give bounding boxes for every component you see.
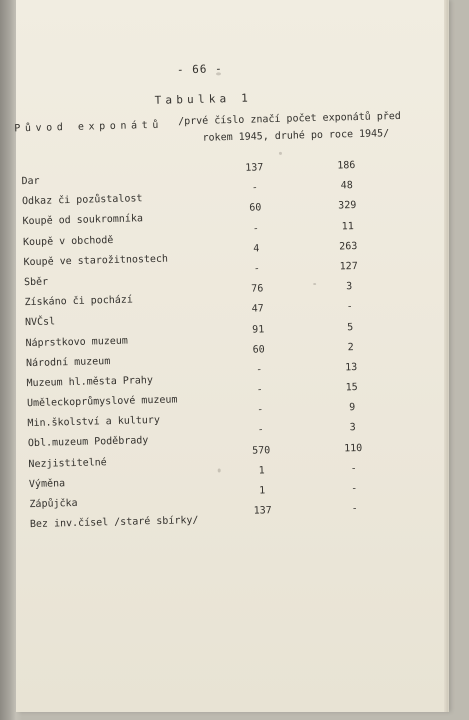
note-line-1: /prvé číslo značí počet exponátů před <box>178 110 401 128</box>
count-before-1945: 4 <box>253 243 260 255</box>
ink-speck <box>313 283 316 285</box>
count-after-1945: 186 <box>337 160 356 172</box>
count-before-1945: 570 <box>252 444 271 457</box>
count-after-1945: 11 <box>341 220 354 232</box>
row-label: Náprstkovo muzeum <box>25 335 128 349</box>
row-label: Muzeum hl.města Prahy <box>26 374 154 389</box>
row-label: Sběr <box>23 276 49 289</box>
row-label: Koupě ve starožitnostech <box>23 253 169 268</box>
count-before-1945: - <box>253 263 260 275</box>
row-label: Odkaz či pozůstalost <box>21 193 143 208</box>
row-label: Obl.muzeum Poděbrady <box>27 435 149 450</box>
count-before-1945: - <box>251 182 258 194</box>
count-before-1945: - <box>252 222 259 235</box>
count-after-1945: 2 <box>347 341 354 353</box>
page-number: - 66 - <box>176 62 223 77</box>
paper-page <box>16 0 448 712</box>
row-label: Koupě od soukromníka <box>22 213 144 228</box>
count-before-1945: 91 <box>252 323 265 336</box>
count-before-1945: 1 <box>259 485 266 497</box>
count-before-1945: 60 <box>252 343 265 356</box>
count-before-1945: 137 <box>253 505 272 517</box>
count-after-1945: 9 <box>349 402 356 414</box>
row-label: Koupě v obchodě <box>22 234 114 248</box>
count-after-1945: 13 <box>345 361 358 374</box>
count-before-1945: 47 <box>251 303 264 315</box>
row-label: Národní muzeum <box>25 355 111 369</box>
count-after-1945: 5 <box>347 321 354 333</box>
count-before-1945: - <box>256 384 263 396</box>
count-after-1945: - <box>351 483 358 495</box>
row-label: NVČsl <box>24 316 56 329</box>
count-before-1945: 60 <box>249 202 262 215</box>
count-after-1945: - <box>351 503 358 515</box>
ink-speck <box>279 152 282 155</box>
row-label: Výměna <box>28 478 66 490</box>
table-note <box>178 108 402 147</box>
count-after-1945: 329 <box>338 200 357 212</box>
count-before-1945: 137 <box>245 162 264 174</box>
count-after-1945: 15 <box>345 382 358 394</box>
row-label: Nezjistitelné <box>28 456 107 470</box>
count-before-1945: - <box>257 424 264 436</box>
table-heading: Původ exponátů <box>14 119 164 135</box>
count-after-1945: 48 <box>340 180 353 192</box>
count-before-1945: - <box>256 364 263 376</box>
row-label: Zápůjčka <box>29 497 78 511</box>
row-label: Získáno či pochází <box>24 294 134 309</box>
count-after-1945: 263 <box>339 240 358 253</box>
count-after-1945: 127 <box>339 260 358 273</box>
table-title: Tabulka 1 <box>154 91 253 107</box>
count-before-1945: 76 <box>251 283 264 295</box>
row-label: Bez inv.čísel /staré sbírky/ <box>29 515 199 531</box>
note-line-2: rokem 1945, druhé po roce 1945/ <box>202 128 390 144</box>
typed-content <box>7 0 456 717</box>
row-label: Dar <box>21 175 40 188</box>
count-after-1945: - <box>346 301 353 313</box>
count-before-1945: 1 <box>258 465 265 477</box>
exhibit-origin-table <box>11 158 452 532</box>
ink-speck <box>218 468 221 472</box>
count-after-1945: 3 <box>346 281 353 293</box>
row-label: Min.školství a kultury <box>27 415 161 430</box>
count-after-1945: - <box>350 462 357 475</box>
row-label: Uměleckoprůmyslové muzeum <box>26 394 178 410</box>
count-before-1945: - <box>257 404 264 416</box>
count-after-1945: 110 <box>344 442 363 455</box>
count-after-1945: 3 <box>349 422 356 434</box>
